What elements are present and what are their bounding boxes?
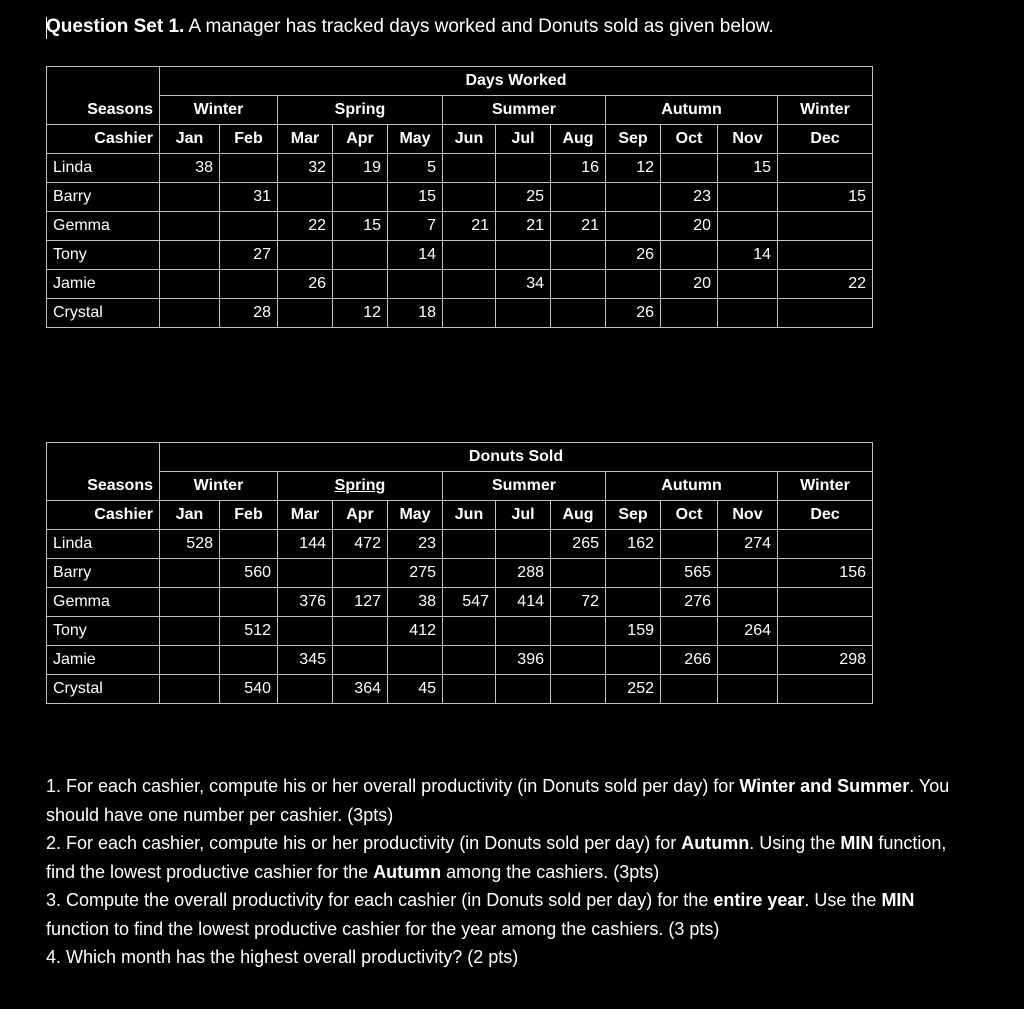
value-cell: 5 — [388, 154, 443, 183]
month-header: Jul — [496, 125, 551, 154]
value-cell — [606, 183, 661, 212]
value-cell: 38 — [160, 154, 220, 183]
cashier-name: Jamie — [47, 646, 160, 675]
value-cell — [718, 588, 778, 617]
value-cell — [160, 617, 220, 646]
value-cell — [718, 559, 778, 588]
value-cell — [443, 646, 496, 675]
month-header: Aug — [551, 125, 606, 154]
value-cell — [661, 530, 718, 559]
months-row — [47, 125, 873, 154]
value-cell — [778, 675, 873, 704]
season-header — [778, 472, 873, 501]
cashier-name: Barry — [47, 559, 160, 588]
value-cell — [496, 617, 551, 646]
value-cell: 14 — [388, 241, 443, 270]
emphasis-text: MIN — [840, 833, 874, 853]
value-cell — [778, 299, 873, 328]
value-cell — [443, 617, 496, 646]
value-cell: 31 — [220, 183, 278, 212]
value-cell — [443, 299, 496, 328]
question-text: . You should have one number per cashier. (3pts) — [46, 776, 950, 825]
emphasis-text: Autumn — [373, 861, 442, 882]
value-cell — [278, 241, 333, 270]
value-cell: 32 — [278, 154, 333, 183]
value-cell — [160, 559, 220, 588]
table-row — [47, 154, 873, 183]
value-cell: 38 — [388, 588, 443, 617]
question-text: . Use the — [804, 890, 882, 910]
value-cell — [278, 183, 333, 212]
questions-list — [46, 772, 956, 972]
question-text: among the cashiers. (3pts) — [441, 861, 660, 882]
value-cell — [606, 212, 661, 241]
cashier-name: Tony — [47, 617, 160, 646]
question-set-label: Question Set 1. — [46, 16, 185, 37]
month-header: Sep — [606, 501, 661, 530]
season-header — [160, 472, 278, 501]
value-cell — [661, 299, 718, 328]
month-header: Sep — [606, 125, 661, 154]
value-cell: 528 — [160, 530, 220, 559]
value-cell: 288 — [496, 559, 551, 588]
month-header: Aug — [551, 501, 606, 530]
value-cell: 45 — [388, 675, 443, 704]
value-cell: 266 — [661, 646, 718, 675]
value-cell — [443, 183, 496, 212]
value-cell — [661, 675, 718, 704]
value-cell: 23 — [388, 530, 443, 559]
month-header: Apr — [333, 125, 388, 154]
value-cell — [220, 588, 278, 617]
season-header — [443, 472, 606, 501]
season-header — [160, 96, 278, 125]
value-cell — [718, 675, 778, 704]
cashier-name: Crystal — [47, 675, 160, 704]
value-cell: 298 — [778, 646, 873, 675]
value-cell — [220, 154, 278, 183]
value-cell: 144 — [278, 530, 333, 559]
value-cell — [778, 241, 873, 270]
season-label: Winter — [193, 101, 244, 118]
value-cell — [443, 675, 496, 704]
emphasis-text: Autumn — [681, 833, 750, 853]
value-cell — [778, 530, 873, 559]
value-cell — [778, 212, 873, 241]
value-cell: 22 — [778, 270, 873, 299]
question-text: function to find the lowest productive cashier for the year among the cashiers. (3 pts) — [46, 918, 720, 939]
value-cell: 560 — [220, 559, 278, 588]
season-label: Autumn — [661, 101, 722, 118]
value-cell: 7 — [388, 212, 443, 241]
question-text: 4. Which month has the highest overall productivity? (2 pts) — [46, 947, 519, 967]
emphasis-text: MIN — [881, 890, 915, 910]
cashier-name: Tony — [47, 241, 160, 270]
value-cell — [661, 617, 718, 646]
value-cell — [718, 183, 778, 212]
season-label: Summer — [491, 101, 557, 118]
value-cell: 26 — [606, 299, 661, 328]
month-header: Nov — [718, 501, 778, 530]
value-cell — [278, 299, 333, 328]
month-header: Jun — [443, 125, 496, 154]
question-item — [46, 829, 956, 886]
value-cell: 21 — [551, 212, 606, 241]
value-cell — [661, 241, 718, 270]
value-cell — [778, 588, 873, 617]
month-header: Oct — [661, 501, 718, 530]
value-cell — [443, 530, 496, 559]
value-cell: 20 — [661, 270, 718, 299]
emphasis-text: Winter and Summer — [739, 776, 910, 796]
season-label: Spring — [334, 477, 386, 494]
cashier-name: Crystal — [47, 299, 160, 328]
value-cell: 275 — [388, 559, 443, 588]
value-cell — [496, 299, 551, 328]
month-header: Dec — [778, 125, 873, 154]
seasons-label: Seasons — [47, 472, 160, 501]
value-cell: 15 — [778, 183, 873, 212]
value-cell — [220, 270, 278, 299]
cashier-label: Cashier — [47, 501, 160, 530]
value-cell — [496, 241, 551, 270]
season-label: Winter — [800, 477, 850, 494]
cashier-name: Gemma — [47, 212, 160, 241]
value-cell: 15 — [333, 212, 388, 241]
month-header: Jan — [160, 125, 220, 154]
value-cell: 25 — [496, 183, 551, 212]
month-header: Feb — [220, 125, 278, 154]
value-cell — [278, 559, 333, 588]
value-cell: 472 — [333, 530, 388, 559]
value-cell: 274 — [718, 530, 778, 559]
corner-cell — [47, 443, 160, 472]
value-cell: 127 — [333, 588, 388, 617]
cashier-name: Linda — [47, 154, 160, 183]
value-cell — [551, 675, 606, 704]
value-cell: 276 — [661, 588, 718, 617]
value-cell — [220, 530, 278, 559]
question-text: 2. For each cashier, compute his or her productivity (in Donuts sold per day) for — [46, 833, 682, 853]
value-cell — [333, 270, 388, 299]
value-cell — [278, 617, 333, 646]
value-cell: 156 — [778, 559, 873, 588]
value-cell — [661, 154, 718, 183]
value-cell: 547 — [443, 588, 496, 617]
month-header: Oct — [661, 125, 718, 154]
month-header: Jul — [496, 501, 551, 530]
title-row — [47, 67, 873, 96]
value-cell: 159 — [606, 617, 661, 646]
value-cell: 15 — [388, 183, 443, 212]
value-cell: 22 — [278, 212, 333, 241]
question-item — [46, 772, 956, 829]
value-cell: 345 — [278, 646, 333, 675]
donuts-sold-title: Donuts Sold — [160, 443, 873, 472]
value-cell — [160, 675, 220, 704]
question-heading — [46, 14, 774, 40]
value-cell — [496, 675, 551, 704]
value-cell: 265 — [551, 530, 606, 559]
value-cell — [160, 299, 220, 328]
value-cell — [333, 646, 388, 675]
season-label: Summer — [491, 477, 557, 494]
value-cell: 18 — [388, 299, 443, 328]
value-cell — [333, 559, 388, 588]
season-header — [778, 96, 873, 125]
value-cell — [160, 212, 220, 241]
month-header: Mar — [278, 125, 333, 154]
value-cell: 512 — [220, 617, 278, 646]
value-cell: 14 — [718, 241, 778, 270]
season-label: Spring — [334, 101, 386, 118]
emphasis-text: entire year — [713, 890, 805, 910]
value-cell — [551, 183, 606, 212]
corner-cell — [47, 67, 160, 96]
value-cell: 27 — [220, 241, 278, 270]
title-row — [47, 443, 873, 472]
seasons-label: Seasons — [47, 96, 160, 125]
seasons-row — [47, 96, 873, 125]
table-row — [47, 299, 873, 328]
season-label: Autumn — [661, 477, 722, 494]
month-header: May — [388, 501, 443, 530]
month-header: Mar — [278, 501, 333, 530]
month-header: Dec — [778, 501, 873, 530]
value-cell: 23 — [661, 183, 718, 212]
value-cell — [278, 675, 333, 704]
days-worked-table — [46, 66, 873, 328]
value-cell: 19 — [333, 154, 388, 183]
season-header — [443, 96, 606, 125]
value-cell — [496, 530, 551, 559]
seasons-row — [47, 472, 873, 501]
value-cell — [551, 299, 606, 328]
value-cell: 21 — [496, 212, 551, 241]
season-header — [278, 472, 443, 501]
season-label: Winter — [800, 101, 850, 118]
cashier-name: Jamie — [47, 270, 160, 299]
table-row — [47, 183, 873, 212]
value-cell — [160, 270, 220, 299]
table-row — [47, 588, 873, 617]
value-cell — [443, 559, 496, 588]
value-cell — [160, 588, 220, 617]
question-text: . Using the — [749, 833, 841, 853]
value-cell — [778, 154, 873, 183]
value-cell — [443, 270, 496, 299]
value-cell: 364 — [333, 675, 388, 704]
value-cell: 540 — [220, 675, 278, 704]
question-text: 1. For each cashier, compute his or her overall productivity (in Donuts sold per day) for — [46, 776, 740, 796]
table-row — [47, 675, 873, 704]
question-text: 3. Compute the overall productivity for each cashier (in Donuts sold per day) for the — [46, 890, 714, 910]
months-row — [47, 501, 873, 530]
value-cell — [496, 154, 551, 183]
month-header: Jan — [160, 501, 220, 530]
table-row — [47, 270, 873, 299]
value-cell: 28 — [220, 299, 278, 328]
table-row — [47, 617, 873, 646]
cashier-label: Cashier — [47, 125, 160, 154]
question-text: function, find the lowest productive cashier for the — [46, 833, 947, 882]
value-cell — [551, 241, 606, 270]
value-cell — [718, 212, 778, 241]
season-header — [606, 472, 778, 501]
cashier-name: Linda — [47, 530, 160, 559]
value-cell — [718, 646, 778, 675]
value-cell — [220, 212, 278, 241]
cashier-name: Barry — [47, 183, 160, 212]
value-cell — [718, 270, 778, 299]
month-header: Jun — [443, 501, 496, 530]
value-cell: 12 — [333, 299, 388, 328]
value-cell — [718, 299, 778, 328]
value-cell — [551, 559, 606, 588]
days-worked-title: Days Worked — [160, 67, 873, 96]
value-cell: 412 — [388, 617, 443, 646]
value-cell — [551, 270, 606, 299]
value-cell — [778, 617, 873, 646]
value-cell — [443, 154, 496, 183]
table-row — [47, 212, 873, 241]
question-item — [46, 886, 956, 943]
value-cell — [160, 646, 220, 675]
value-cell — [220, 646, 278, 675]
question-item — [46, 943, 956, 972]
value-cell: 26 — [278, 270, 333, 299]
month-header: Nov — [718, 125, 778, 154]
value-cell: 15 — [718, 154, 778, 183]
table-row — [47, 241, 873, 270]
table-row — [47, 530, 873, 559]
month-header: Feb — [220, 501, 278, 530]
cashier-name: Gemma — [47, 588, 160, 617]
table-row — [47, 559, 873, 588]
value-cell: 414 — [496, 588, 551, 617]
month-header: May — [388, 125, 443, 154]
value-cell: 162 — [606, 530, 661, 559]
value-cell — [606, 588, 661, 617]
value-cell: 21 — [443, 212, 496, 241]
value-cell — [333, 241, 388, 270]
month-header: Apr — [333, 501, 388, 530]
value-cell: 12 — [606, 154, 661, 183]
value-cell: 565 — [661, 559, 718, 588]
value-cell — [160, 241, 220, 270]
value-cell: 376 — [278, 588, 333, 617]
value-cell: 26 — [606, 241, 661, 270]
value-cell — [333, 183, 388, 212]
season-label: Winter — [193, 477, 244, 494]
value-cell: 20 — [661, 212, 718, 241]
value-cell — [388, 646, 443, 675]
value-cell — [388, 270, 443, 299]
value-cell: 16 — [551, 154, 606, 183]
value-cell: 264 — [718, 617, 778, 646]
value-cell — [606, 559, 661, 588]
donuts-sold-table — [46, 442, 873, 704]
value-cell — [551, 617, 606, 646]
table-row — [47, 646, 873, 675]
question-set-intro: A manager has tracked days worked and Donuts sold as given below. — [184, 16, 774, 37]
value-cell: 72 — [551, 588, 606, 617]
value-cell — [443, 241, 496, 270]
value-cell: 396 — [496, 646, 551, 675]
value-cell — [606, 270, 661, 299]
value-cell — [551, 646, 606, 675]
season-header — [278, 96, 443, 125]
season-header — [606, 96, 778, 125]
value-cell: 252 — [606, 675, 661, 704]
value-cell — [333, 617, 388, 646]
value-cell — [160, 183, 220, 212]
value-cell: 34 — [496, 270, 551, 299]
value-cell — [606, 646, 661, 675]
